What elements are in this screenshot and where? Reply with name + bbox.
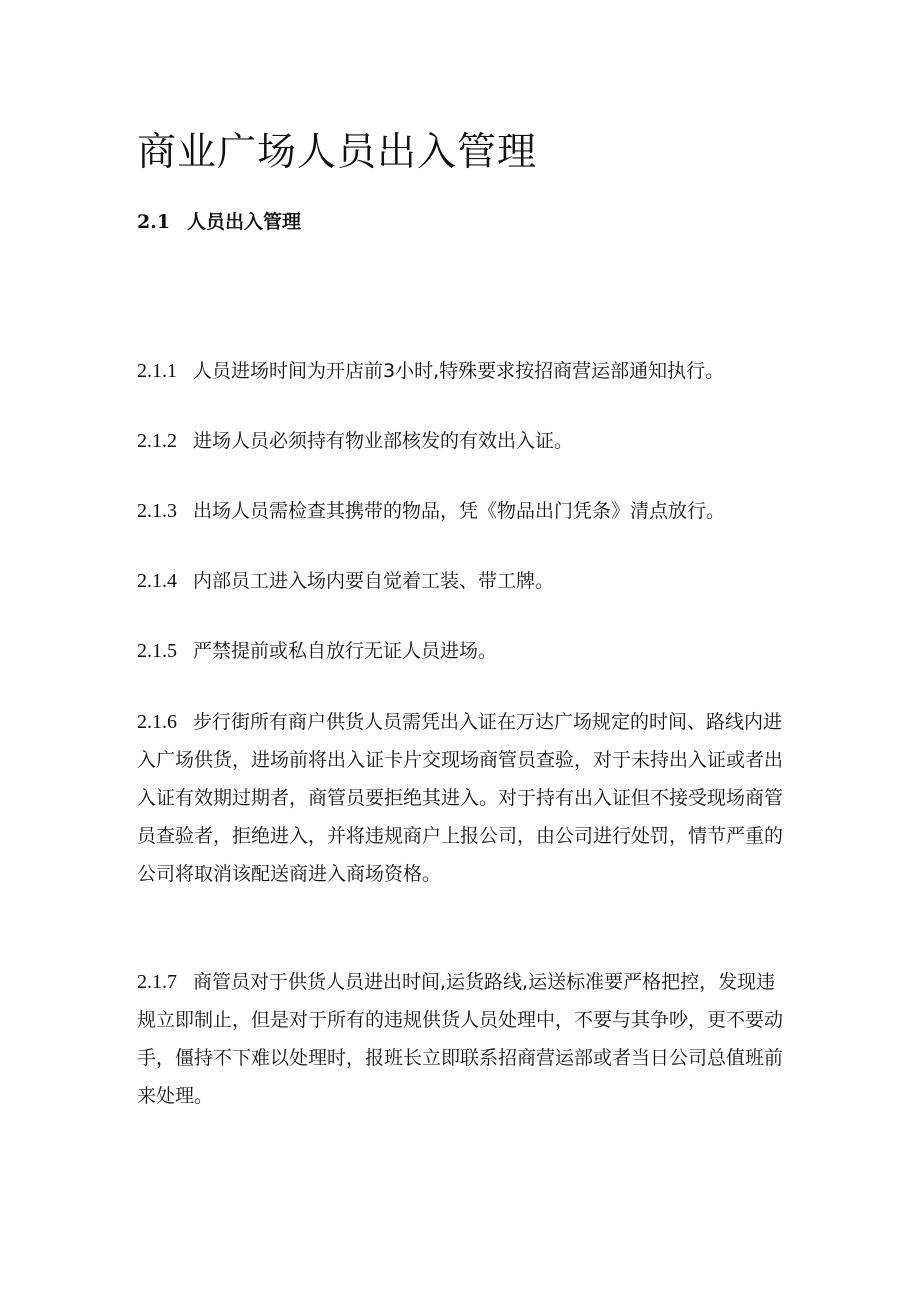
clause-text: 步行街所有商户供货人员需凭出入证在万达广场规定的时间、路线内进入广场供货，进场前将出入证卡片交现场商管员查验，对于未持出入证或者出入证有效期过期者，商管员要拒绝其进入。对于持有出入证但不接受现场商管员查验者，拒绝进入，并将违规商户上报公司，由公司进行处罚，情节严重的公司将取消该配送商进入商场资格。 [137, 711, 784, 885]
clause-number: 2.1.7 [137, 971, 177, 993]
clause-2-1-4 [137, 562, 787, 600]
clause-text: 进场人员必须持有物业部核发的有效出入证。 [193, 430, 574, 452]
clause-2-1-3 [137, 492, 787, 530]
clause-number: 2.1.5 [137, 640, 177, 662]
clause-2-1-1 [137, 352, 787, 390]
clause-2-1-7 [137, 963, 787, 1115]
clause-text: 出场人员需检查其携带的物品，凭《物品出门凭条》清点放行。 [193, 500, 726, 522]
clause-number: 2.1.6 [137, 711, 177, 733]
clause-2-1-6 [137, 703, 787, 893]
clause-text: 内部员工进入场内要自觉着工装、带工牌。 [193, 570, 555, 592]
section-heading [137, 207, 301, 237]
clause-text: 人员进场时间为开店前3小时,特殊要求按招商营运部通知执行。 [193, 360, 725, 382]
section-title: 人员出入管理 [187, 211, 302, 233]
clause-number: 2.1.3 [137, 500, 177, 522]
clause-2-1-5 [137, 632, 787, 670]
clause-number: 2.1.1 [137, 360, 177, 382]
clause-text: 商管员对于供货人员进出时间,运货路线,运送标准要严格把控，发现违规立即制止，但是对于所有的违规供货人员处理中，不要与其争吵，更不要动手，僵持不下难以处理时，报班长立即联系招商营运部或者当日公司总值班前来处理。 [137, 971, 784, 1107]
section-number: 2.1 [137, 211, 171, 233]
document-title: 商业广场人员出入管理 [137, 130, 538, 175]
clause-2-1-2 [137, 422, 787, 460]
clause-number: 2.1.4 [137, 570, 177, 592]
clause-number: 2.1.2 [137, 430, 177, 452]
clause-text: 严禁提前或私自放行无证人员进场。 [193, 640, 498, 662]
